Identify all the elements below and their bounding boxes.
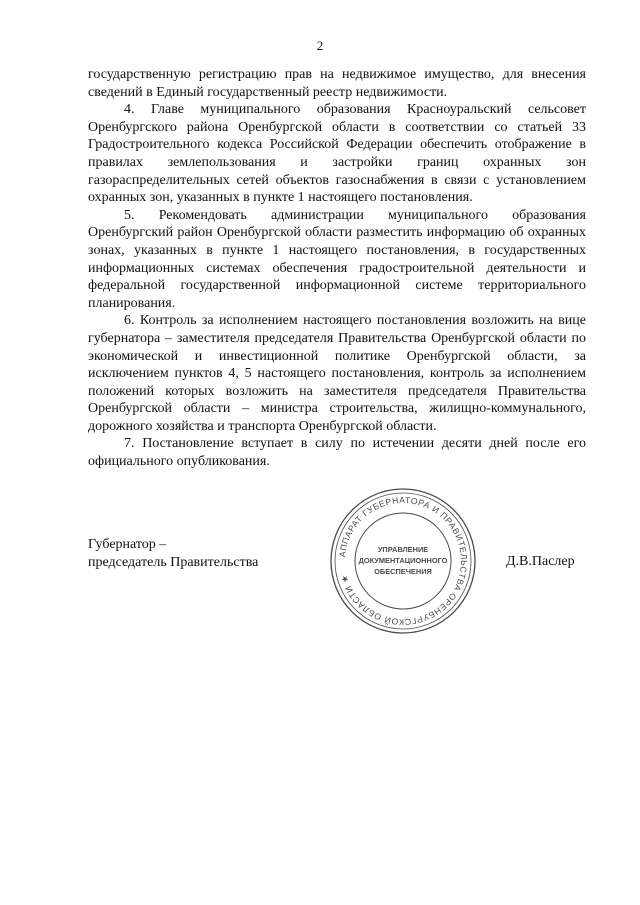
- signatory-position-line2: председатель Правительства: [88, 554, 259, 570]
- signatory-name: Д.В.Паслер: [506, 554, 575, 569]
- paragraph-continuation: государственную регистрацию прав на недвижимое имущество, для внесения сведений в Единый государственный реестр недвижимости.: [88, 67, 586, 100]
- paragraph-item-6: 6. Контроль за исполнением настоящего постановления возложить на вице губернатора – заместителя председателя Правительства Оренбургской области по экономической и инвестиционной политике Оренбургской области, за исключением пунктов 4, 5 настоящего постановления, контроль за исполнением положений которых возложить на заместителя председателя Правительства Оренбургской области – министра строительства, жилищно-коммунального, дорожного хозяйства и транспорта Оренбургской области.: [88, 313, 586, 434]
- page-number: 2: [316, 38, 324, 53]
- stamp-center-line1: УПРАВЛЕНИЕ: [377, 545, 429, 554]
- paragraph-item-4: 4. Главе муниципального образования Красноуральский сельсовет Оренбургского района Оренбургской области в соответствии со статьей 33 Градостроительного кодекса Российской Федерации обеспечить отображение в правилах землепользования и застройки границ охранных зон газораспределительных сетей объектов газоснабжения в связи с установлением охранных зон, указанных в пункте 1 настоящего постановления.: [88, 102, 586, 206]
- signatory-position-line1: Губернатор –: [88, 537, 167, 552]
- document-body: [88, 66, 586, 471]
- stamp-seal-icon: [328, 486, 478, 636]
- stamp-center-line2: ДОКУМЕНТАЦИОННОГО: [358, 556, 448, 565]
- stamp-ring-text: АППАРАТ ГУБЕРНАТОРА И ПРАВИТЕЛЬСТВА ОРЕНБУРГСКОЙ ОБЛАСТИ ★: [337, 494, 470, 628]
- signatory-position: [88, 536, 258, 571]
- official-stamp: [328, 486, 478, 636]
- paragraph-item-7: 7. Постановление вступает в силу по истечении десяти дней после его официального опубликования.: [88, 436, 586, 470]
- paragraph-item-5: 5. Рекомендовать администрации муниципального образования Оренбургский район Оренбургской области разместить информацию об охранных зонах, указанных в пункте 1 настоящего постановления, в государственных информационных системах обеспечения градостроительной деятельности и федеральной государственной информационной системе территориального планирования.: [88, 207, 586, 311]
- stamp-center-line3: ОБЕСПЕЧЕНИЯ: [374, 567, 432, 576]
